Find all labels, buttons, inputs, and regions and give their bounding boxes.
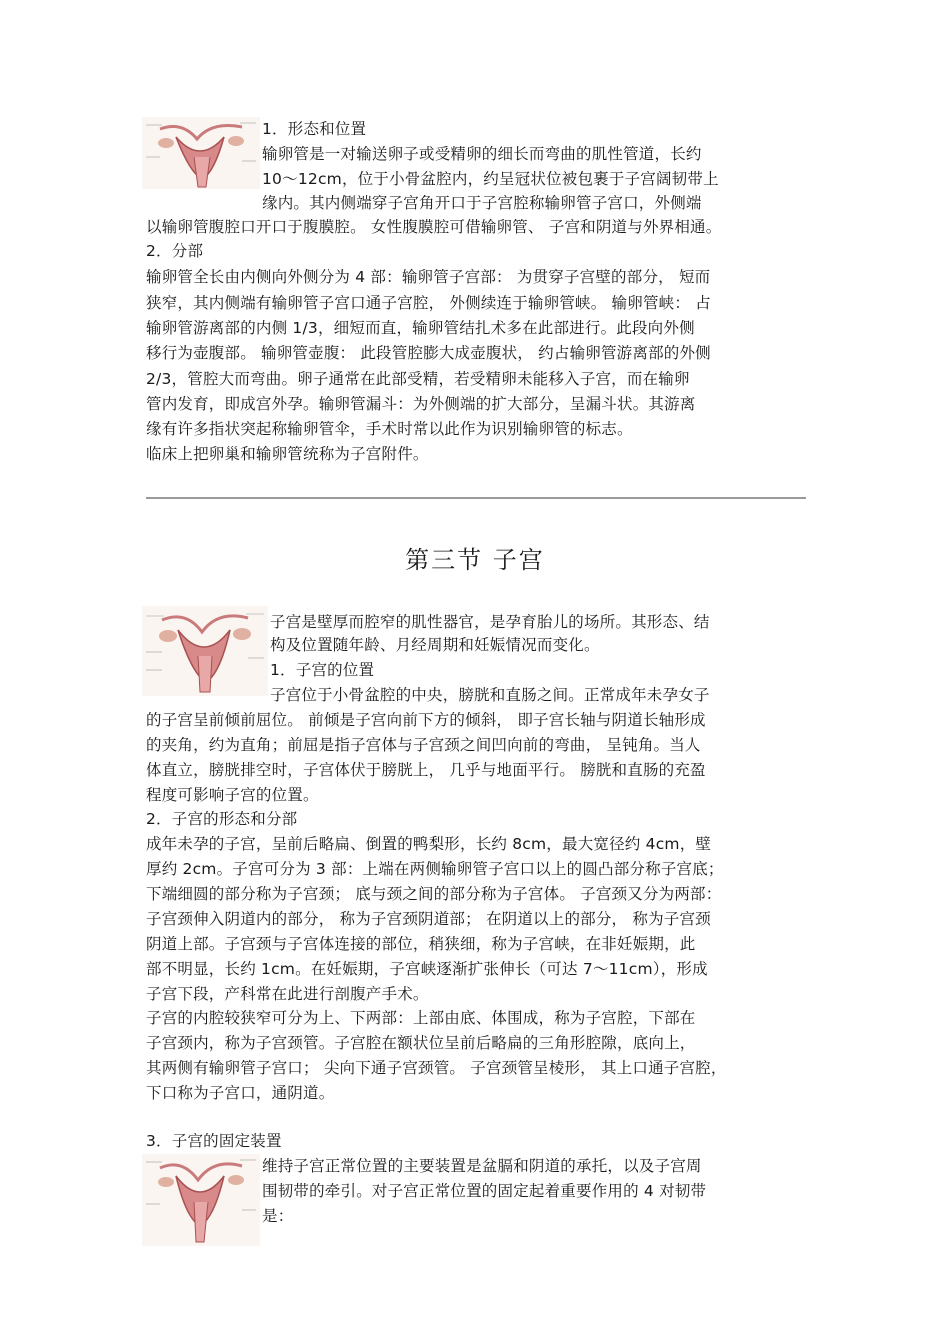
paragraph-line: 10～12cm，位于小骨盆腔内，约呈冠状位被包裹于子宫阔韧带上 bbox=[262, 170, 719, 188]
section-title: 第三节 子宫 bbox=[405, 546, 545, 574]
paragraph-line: 其两侧有输卵管子宫口； 尖向下通子宫颈管。 子宫颈管呈棱形， 其上口通子宫腔， bbox=[146, 1059, 727, 1077]
heading-shape-position: 1．形态和位置 bbox=[262, 120, 367, 138]
paragraph-line: 输卵管全长由内侧向外侧分为 4 部：输卵管子宫部： 为贯穿子宫壁的部分， 短而 bbox=[146, 268, 711, 286]
paragraph-line: 成年未孕的子宫，呈前后略扁、倒置的鸭梨形，长约 8cm，最大宽径约 4cm，壁 bbox=[146, 835, 712, 853]
paragraph-line: 围韧带的牵引。对子宫正常位置的固定起着重要作用的 4 对韧带 bbox=[262, 1182, 707, 1200]
paragraph-line: 的夹角，约为直角；前屈是指子宫体与子宫颈之间凹向前的弯曲， 呈钝角。当人 bbox=[146, 736, 701, 754]
paragraph-line: 子宫下段，产科常在此进行剖腹产手术。 bbox=[146, 985, 429, 1003]
paragraph-line: 的子宫呈前倾前屈位。 前倾是子宫向前下方的倾斜， 即子宫长轴与阴道长轴形成 bbox=[146, 711, 706, 729]
paragraph-line: 临床上把卵巢和输卵管统称为子宫附件。 bbox=[146, 445, 429, 463]
paragraph-line: 阴道上部。子宫颈与子宫体连接的部位，稍狭细，称为子宫峡，在非妊娠期，此 bbox=[146, 935, 696, 953]
paragraph-line: 以输卵管腹腔口开口于腹膜腔。 女性腹膜腔可借输卵管、 子宫和阴道与外界相通。 bbox=[146, 218, 722, 236]
heading-fixation: 3．子宫的固定装置 bbox=[146, 1132, 282, 1150]
paragraph-line: 体直立，膀胱排空时，子宫体伏于膀胱上， 几乎与地面平行。 膀胱和直肠的充盈 bbox=[146, 761, 706, 779]
paragraph-line: 输卵管游离部的内侧 1/3，细短而直，输卵管结扎术多在此部进行。此段向外侧 bbox=[146, 319, 695, 337]
paragraph-line: 部不明显，长约 1cm。在妊娠期，子宫峡逐渐扩张伸长（可达 7～11cm），形成 bbox=[146, 960, 708, 978]
heading-divisions: 2．分部 bbox=[146, 242, 204, 260]
heading-uterus-position: 1．子宫的位置 bbox=[270, 661, 375, 679]
uterus-figure-3 bbox=[142, 1154, 260, 1246]
paragraph-line: 构及位置随年龄、月经周期和妊娠情况而变化。 bbox=[270, 636, 600, 654]
paragraph-line: 下端细圆的部分称为子宫颈； 底与颈之间的部分称为子宫体。 子宫颈又分为两部： bbox=[146, 885, 722, 903]
paragraph-line: 管内发育，即成宫外孕。输卵管漏斗：为外侧端的扩大部分，呈漏斗状。其游离 bbox=[146, 395, 696, 413]
paragraph-line: 子宫位于小骨盆腔的中央，膀胱和直肠之间。正常成年未孕女子 bbox=[270, 686, 710, 704]
paragraph-line: 是： bbox=[262, 1207, 294, 1225]
paragraph-line: 2/3，管腔大而弯曲。卵子通常在此部受精，若受精卵未能移入子宫，而在输卵 bbox=[146, 370, 690, 388]
heading-uterus-shape: 2．子宫的形态和分部 bbox=[146, 810, 298, 828]
uterus-figure-2 bbox=[142, 606, 268, 696]
paragraph-line: 子宫的内腔较狭窄可分为上、下两部：上部由底、体围成，称为子宫腔，下部在 bbox=[146, 1009, 696, 1027]
paragraph-line: 子宫颈伸入阴道内的部分， 称为子宫颈阴道部； 在阴道以上的部分， 称为子宫颈 bbox=[146, 910, 711, 928]
paragraph-line: 狭窄，其内侧端有输卵管子宫口通子宫腔， 外侧续连于输卵管峡。 输卵管峡： 占 bbox=[146, 294, 711, 312]
section-divider bbox=[146, 497, 806, 499]
paragraph-line: 下口称为子宫口，通阴道。 bbox=[146, 1084, 335, 1102]
paragraph-line: 移行为壶腹部。 输卵管壶腹： 此段管腔膨大成壶腹状， 约占输卵管游离部的外侧 bbox=[146, 344, 711, 362]
paragraph-line: 厚约 2cm。子宫可分为 3 部：上端在两侧输卵管子宫口以上的圆凸部分称子宫底； bbox=[146, 860, 724, 878]
paragraph-line: 子宫颈内，称为子宫颈管。子宫腔在额状位呈前后略扁的三角形腔隙，底向上， bbox=[146, 1034, 696, 1052]
paragraph-line: 维持子宫正常位置的主要装置是盆膈和阴道的承托，以及子宫周 bbox=[262, 1157, 702, 1175]
paragraph-line: 缘内。其内侧端穿子宫角开口于子宫腔称输卵管子宫口，外侧端 bbox=[262, 194, 702, 212]
paragraph-line: 程度可影响子宫的位置。 bbox=[146, 786, 319, 804]
paragraph-line: 子宫是壁厚而腔窄的肌性器官，是孕育胎儿的场所。其形态、结 bbox=[270, 613, 710, 631]
uterus-figure-1 bbox=[142, 117, 260, 189]
paragraph-line: 输卵管是一对输送卵子或受精卵的细长而弯曲的肌性管道，长约 bbox=[262, 145, 702, 163]
paragraph-line: 缘有许多指状突起称输卵管伞，手术时常以此作为识别输卵管的标志。 bbox=[146, 420, 633, 438]
